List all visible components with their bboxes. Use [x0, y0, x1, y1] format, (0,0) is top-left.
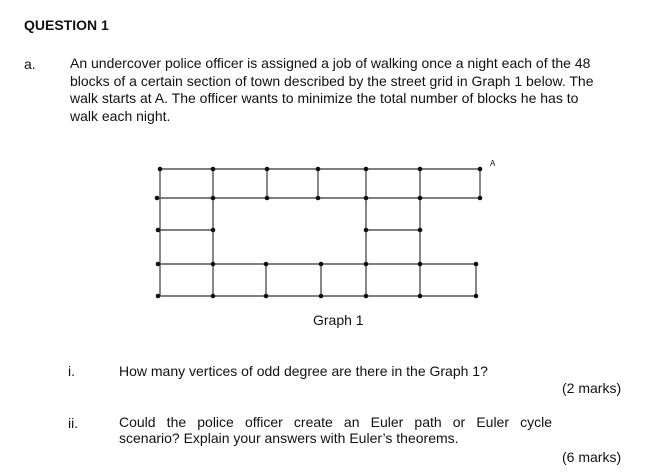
graph-caption: Graph 1: [313, 312, 364, 328]
sub-question-number: i.: [68, 363, 75, 379]
sub-question-text: [119, 414, 552, 446]
part-a-line: walk starts at A. The officer wants to minimize the total number of blocks he has to: [70, 90, 579, 106]
part-a-text: [70, 55, 630, 125]
sub-question-line: Could the police officer create an Euler path or Euler cycle: [119, 414, 552, 430]
marks-label: (2 marks): [562, 380, 622, 396]
start-vertex-label: A: [490, 159, 496, 168]
sub-question-text: How many vertices of odd degree are there in the Graph 1?: [119, 363, 488, 379]
part-a-line: An undercover police officer is assigned a job of walking once a night each of the 48: [70, 55, 591, 71]
part-a-label: a.: [24, 56, 36, 72]
graph-edges: [157, 169, 480, 296]
street-grid-graph: [150, 155, 500, 305]
marks-label: (6 marks): [562, 449, 622, 465]
question-heading: QUESTION 1: [24, 17, 109, 33]
part-a-line: walk each night.: [70, 107, 171, 124]
part-a-line: blocks of a certain section of town described by the street grid in Graph 1 below. The: [70, 72, 594, 89]
sub-question-number: ii.: [68, 415, 79, 431]
sub-question-line: scenario? Explain your answers with Euler’s theorems.: [119, 430, 459, 446]
